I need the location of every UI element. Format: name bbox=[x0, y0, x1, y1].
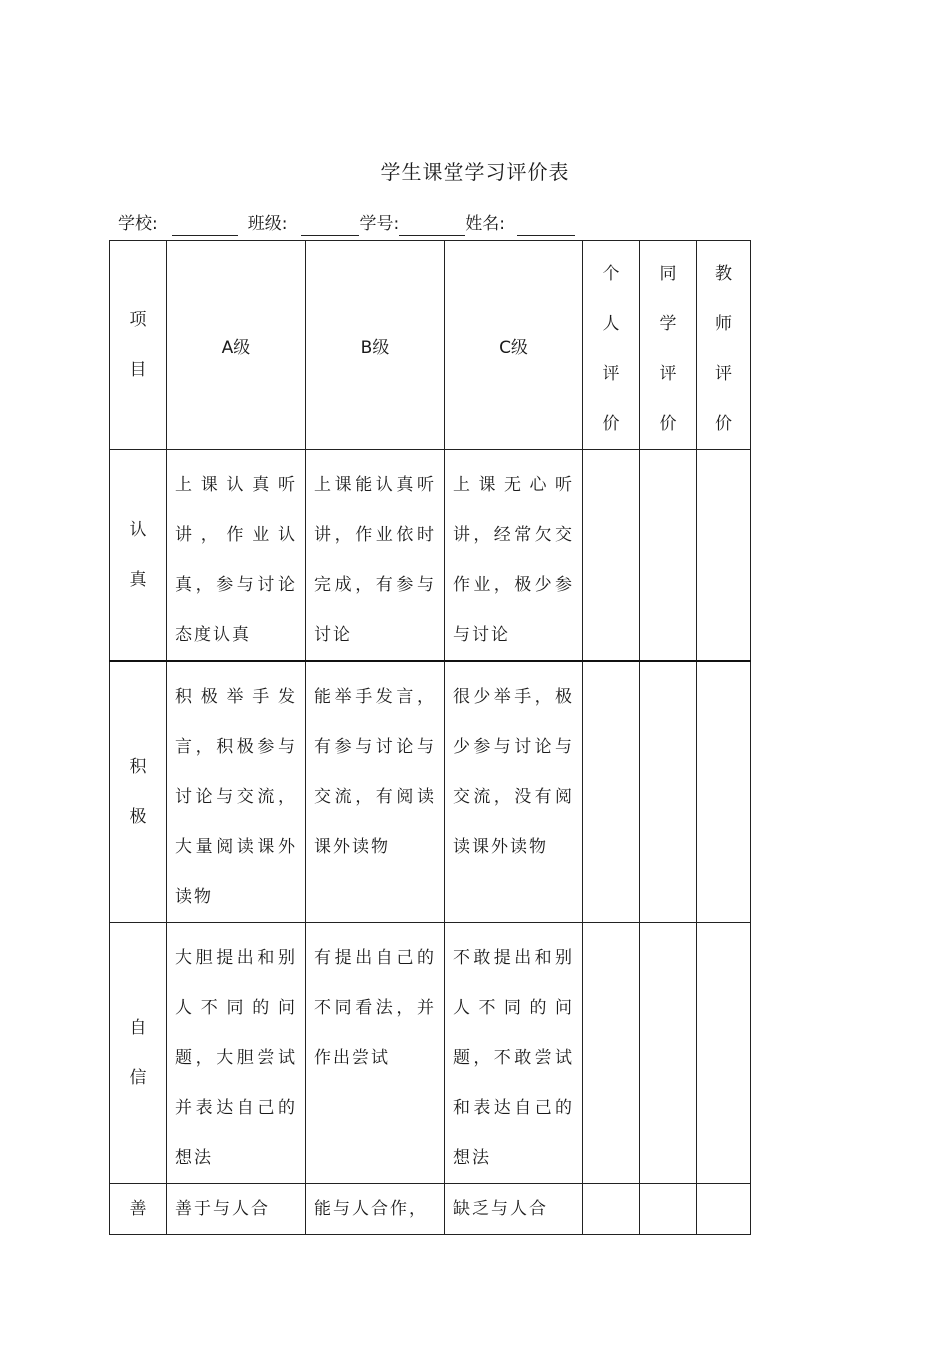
level-c-description: 缺乏与人合 bbox=[445, 1184, 583, 1235]
header-self-eval bbox=[583, 241, 640, 450]
header-teacher-char: 教 bbox=[715, 264, 732, 284]
peer-eval-cell[interactable] bbox=[640, 450, 697, 662]
header-peer-char: 学 bbox=[659, 314, 677, 334]
self-eval-cell[interactable] bbox=[583, 923, 640, 1184]
student-info-line bbox=[118, 212, 575, 236]
student-id-label: 学号: bbox=[359, 214, 400, 234]
level-c-description: 不敢提出和别人不同的问题，不敢尝试和表达自己的想法 bbox=[445, 923, 583, 1184]
form-title: 学生课堂学习评价表 bbox=[380, 160, 570, 184]
name-label: 姓名: bbox=[465, 214, 505, 234]
evaluation-table bbox=[109, 240, 751, 1235]
category-char: 善 bbox=[129, 1199, 147, 1219]
header-item-char: 目 bbox=[129, 360, 147, 380]
self-eval-cell[interactable] bbox=[583, 450, 640, 662]
level-b-description: 有提出自己的不同看法，并作出尝试 bbox=[306, 923, 445, 1184]
row-category bbox=[110, 923, 167, 1184]
row-category bbox=[110, 661, 167, 923]
level-b-description: 能与人合作， bbox=[306, 1184, 445, 1235]
peer-eval-cell[interactable] bbox=[640, 1184, 697, 1235]
header-row bbox=[110, 241, 751, 450]
header-teacher-char: 价 bbox=[715, 414, 732, 434]
student-id-blank bbox=[399, 215, 465, 236]
row-category bbox=[110, 450, 167, 662]
header-peer-char: 评 bbox=[659, 364, 677, 384]
row-serious bbox=[110, 450, 751, 662]
class-label: 班级: bbox=[247, 214, 288, 234]
teacher-eval-cell[interactable] bbox=[697, 450, 751, 662]
category-char: 认 bbox=[129, 520, 147, 540]
class-blank bbox=[301, 215, 359, 236]
header-level-a: A级 bbox=[167, 241, 306, 450]
category-char: 信 bbox=[129, 1068, 147, 1088]
level-c-description: 很少举手，极少参与讨论与交流，没有阅读课外读物 bbox=[445, 661, 583, 923]
header-self-char: 价 bbox=[602, 414, 620, 434]
row-cooperative bbox=[110, 1184, 751, 1235]
header-peer-char: 价 bbox=[659, 414, 677, 434]
teacher-eval-cell[interactable] bbox=[697, 1184, 751, 1235]
level-c-description: 上课无心听讲，经常欠交作业，极少参与讨论 bbox=[445, 450, 583, 662]
row-active bbox=[110, 661, 751, 923]
school-blank bbox=[172, 215, 238, 236]
header-item-char: 项 bbox=[129, 310, 147, 330]
row-confident bbox=[110, 923, 751, 1184]
header-teacher-eval bbox=[697, 241, 751, 450]
teacher-eval-cell[interactable] bbox=[697, 661, 751, 923]
category-char: 极 bbox=[129, 807, 147, 827]
row-category bbox=[110, 1184, 167, 1235]
level-a-description: 上课认真听讲，作业认真，参与讨论态度认真 bbox=[167, 450, 306, 662]
peer-eval-cell[interactable] bbox=[640, 923, 697, 1184]
header-level-c: C级 bbox=[445, 241, 583, 450]
category-char: 自 bbox=[129, 1018, 147, 1038]
header-level-b: B级 bbox=[306, 241, 445, 450]
header-self-char: 评 bbox=[602, 364, 620, 384]
self-eval-cell[interactable] bbox=[583, 1184, 640, 1235]
teacher-eval-cell[interactable] bbox=[697, 923, 751, 1184]
category-char: 真 bbox=[129, 570, 147, 590]
level-a-description: 大胆提出和别人不同的问题，大胆尝试并表达自己的想法 bbox=[167, 923, 306, 1184]
category-char: 积 bbox=[129, 757, 147, 777]
level-b-description: 上课能认真听讲，作业依时完成，有参与讨论 bbox=[306, 450, 445, 662]
name-blank bbox=[517, 215, 575, 236]
peer-eval-cell[interactable] bbox=[640, 661, 697, 923]
level-a-description: 善于与人合 bbox=[167, 1184, 306, 1235]
self-eval-cell[interactable] bbox=[583, 661, 640, 923]
header-self-char: 人 bbox=[602, 314, 620, 334]
level-b-description: 能举手发言，有参与讨论与交流，有阅读课外读物 bbox=[306, 661, 445, 923]
header-peer-eval bbox=[640, 241, 697, 450]
header-teacher-char: 师 bbox=[715, 314, 732, 334]
school-label: 学校: bbox=[118, 214, 158, 234]
level-a-description: 积极举手发言，积极参与讨论与交流，大量阅读课外读物 bbox=[167, 661, 306, 923]
header-self-char: 个 bbox=[602, 264, 620, 284]
header-item bbox=[110, 241, 167, 450]
header-peer-char: 同 bbox=[659, 264, 677, 284]
header-teacher-char: 评 bbox=[715, 364, 732, 384]
